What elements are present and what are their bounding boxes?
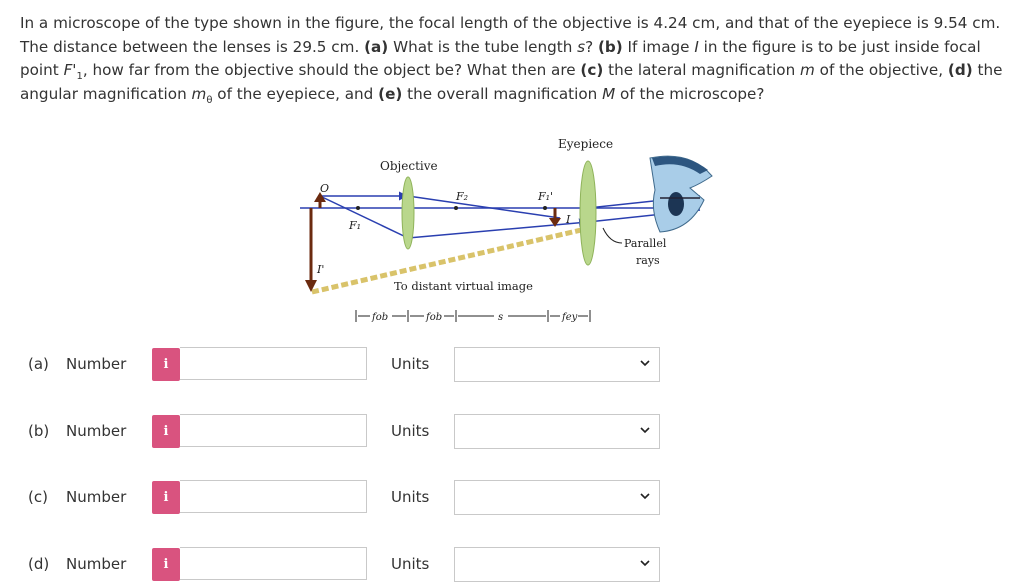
chevron-down-icon	[639, 490, 651, 502]
question-intro: In a microscope of the type shown in the figure, the focal length of the objective is 4.24 cm, and that of the eyepiece is 9.54 cm. The distance between the lenses is 29.5 cm.	[20, 14, 1001, 56]
number-label: Number	[66, 422, 127, 440]
focal-dot-f1	[356, 206, 360, 210]
parallel-pointer	[603, 228, 622, 243]
part-d-label: (d)	[947, 61, 973, 79]
focal-dot-f1prime	[543, 206, 547, 210]
parallel-label: Parallel	[624, 237, 667, 250]
question-text	[20, 12, 1010, 106]
number-label: Number	[66, 355, 127, 373]
number-input-a[interactable]	[180, 347, 367, 380]
part-e-end: of the microscope?	[615, 84, 765, 103]
number-input-b[interactable]	[180, 414, 367, 447]
part-d-text: the angular magnification	[20, 61, 1003, 103]
units-label: Units	[391, 488, 430, 506]
s-label: s	[498, 312, 504, 323]
measurement-bar	[356, 310, 590, 322]
part-b-text: If image	[622, 37, 695, 56]
number-label: Number	[66, 555, 127, 573]
f2-label: F₂	[456, 190, 469, 203]
info-icon[interactable]: i	[152, 548, 180, 581]
virtual-image-label: To distant virtual image	[394, 279, 533, 293]
units-label: Units	[391, 555, 430, 573]
var-m: m	[800, 61, 815, 79]
number-input-d[interactable]	[180, 547, 367, 580]
f1-label: F₁	[349, 219, 362, 232]
eye-icon	[650, 156, 712, 232]
rays-label: rays	[636, 254, 660, 267]
info-icon[interactable]: i	[152, 481, 180, 514]
part-a-end: ?	[585, 37, 598, 56]
var-f1prime-sub: 1	[76, 71, 83, 83]
chevron-down-icon	[639, 557, 651, 569]
part-c-label: (c)	[580, 61, 604, 79]
ray-2a	[320, 196, 408, 238]
part-e-text: the overall magnification	[402, 84, 603, 103]
units-select-d[interactable]	[454, 547, 660, 582]
info-icon[interactable]: i	[152, 348, 180, 381]
part-a-text: What is the tube length	[388, 37, 578, 56]
row-letter: (d)	[28, 555, 50, 573]
eyepiece-lens	[580, 161, 596, 265]
part-b-label: (b)	[597, 37, 623, 56]
microscope-diagram	[300, 130, 720, 330]
var-mtheta-sub: θ	[206, 94, 213, 106]
eyepiece-label: Eyepiece	[558, 137, 614, 151]
fob-label-2: fob	[426, 312, 443, 323]
part-b-text2: in the figure is to be just inside focal point	[20, 37, 981, 79]
answer-row-b	[0, 413, 1021, 453]
part-a-label: (a)	[364, 37, 389, 56]
units-label: Units	[391, 355, 430, 373]
f1prime-label: F₁'	[538, 190, 554, 203]
var-f1prime: F'	[63, 61, 77, 79]
part-c-text: the lateral magnification	[603, 61, 801, 79]
units-select-c[interactable]	[454, 480, 660, 515]
row-letter: (b)	[28, 422, 50, 440]
answer-row-c	[0, 479, 1021, 519]
focal-dot-f2	[454, 206, 458, 210]
number-label: Number	[66, 488, 127, 506]
number-input-c[interactable]	[180, 480, 367, 513]
units-select-a[interactable]	[454, 347, 660, 382]
objective-label: Objective	[380, 159, 438, 173]
var-mtheta: m	[191, 84, 207, 103]
var-M: M	[602, 84, 616, 103]
part-c-end: of the objective,	[814, 61, 948, 79]
fey-label: fey	[562, 312, 578, 323]
var-s: s	[577, 37, 586, 56]
fob-label-1: fob	[372, 312, 389, 323]
chevron-down-icon	[639, 357, 651, 369]
answer-row-a	[0, 346, 1021, 386]
part-d-end: of the eyepiece, and	[212, 84, 379, 103]
units-label: Units	[391, 422, 430, 440]
o-label: O	[320, 182, 330, 195]
chevron-down-icon	[639, 424, 651, 436]
var-i: I	[694, 37, 699, 56]
iprime-label: I'	[317, 263, 325, 276]
answer-row-d	[0, 546, 1021, 586]
part-e-label: (e)	[378, 84, 403, 103]
i-label: I	[566, 213, 571, 226]
objective-lens	[402, 177, 414, 249]
row-letter: (c)	[28, 488, 48, 506]
row-letter: (a)	[28, 355, 49, 373]
part-b-end: , how far from the objective should the object be? What then are	[82, 61, 581, 79]
info-icon[interactable]: i	[152, 415, 180, 448]
units-select-b[interactable]	[454, 414, 660, 449]
